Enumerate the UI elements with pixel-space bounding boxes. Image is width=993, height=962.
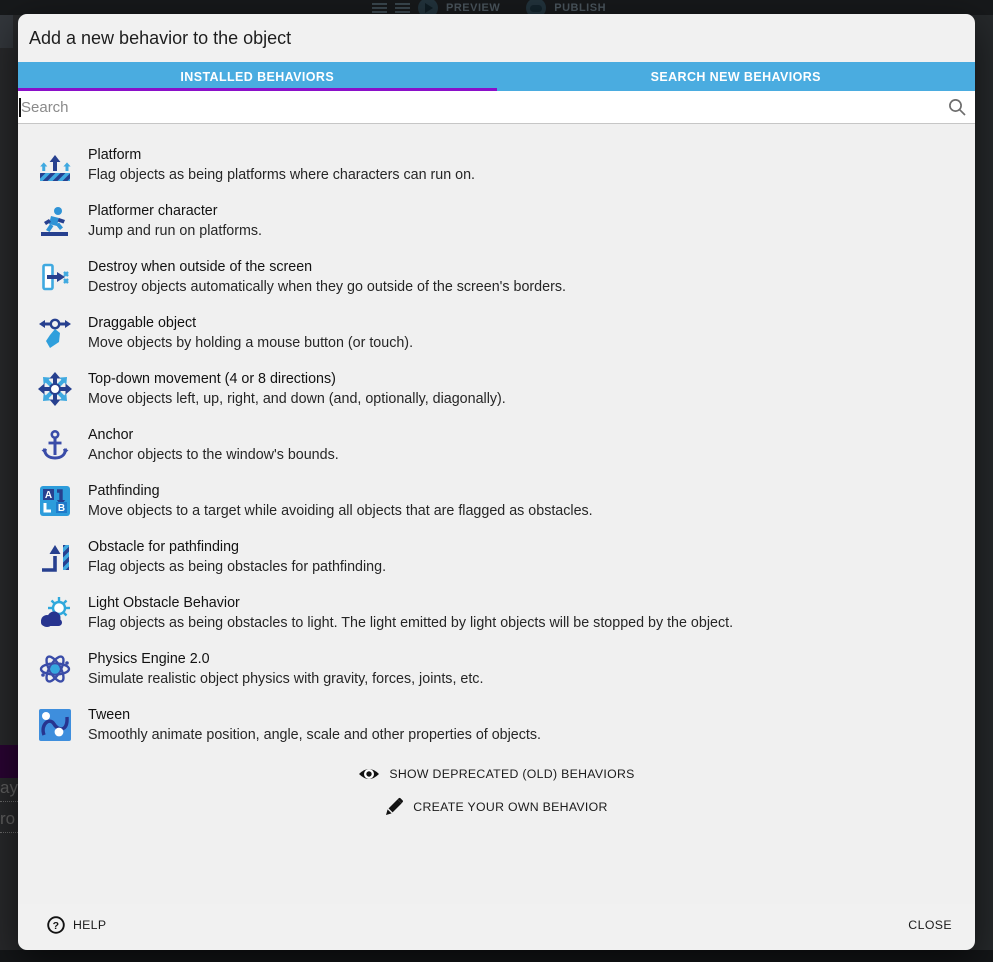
create-behavior-button[interactable] [385, 797, 607, 816]
platformer-character-icon [37, 203, 73, 239]
behavior-row-platform[interactable] [18, 137, 975, 193]
tab-label: SEARCH NEW BEHAVIORS [650, 69, 821, 84]
tab-installed-behaviors[interactable] [18, 62, 497, 91]
eye-icon [358, 766, 380, 782]
platform-icon [37, 147, 73, 183]
behavior-row-pathfinding[interactable] [18, 473, 975, 529]
background-editor-toolbar [0, 0, 993, 15]
behavior-row-platformer-character[interactable] [18, 193, 975, 249]
behavior-row-tween[interactable] [18, 697, 975, 753]
background-panel-block [0, 15, 13, 48]
behavior-name: Platformer character [88, 203, 218, 219]
anchor-icon [37, 427, 73, 463]
behavior-description: Destroy objects automatically when they go outside of the screen's borders. [88, 279, 566, 295]
close-button[interactable]: CLOSE [908, 918, 952, 932]
tab-label: INSTALLED BEHAVIORS [180, 69, 335, 84]
dialog-footer [18, 904, 975, 950]
behavior-row-destroy-outside[interactable] [18, 249, 975, 305]
search-icon [948, 98, 967, 117]
behavior-description: Flag objects as being platforms where characters can run on. [88, 167, 476, 183]
help-button[interactable] [47, 916, 106, 934]
behavior-name: Obstacle for pathfinding [88, 539, 240, 555]
behavior-row-draggable[interactable] [18, 305, 975, 361]
behavior-row-physics[interactable] [18, 641, 975, 697]
behavior-description: Move objects by holding a mouse button (or touch). [88, 335, 414, 351]
background-text-fragment: ro [0, 809, 18, 833]
behavior-row-top-down[interactable] [18, 361, 975, 417]
behavior-name: Platform [88, 147, 142, 163]
behavior-description: Jump and run on platforms. [88, 223, 263, 239]
search-bar [18, 91, 975, 124]
behavior-name: Light Obstacle Behavior [88, 595, 240, 611]
text-caret [19, 98, 21, 117]
behavior-description: Anchor objects to the window's bounds. [88, 447, 339, 463]
create-behavior-label: CREATE YOUR OWN BEHAVIOR [413, 799, 608, 814]
search-input[interactable] [18, 99, 948, 116]
behavior-list [18, 124, 975, 904]
behavior-row-obstacle-pathfinding[interactable] [18, 529, 975, 585]
light-obstacle-icon [37, 595, 73, 631]
behavior-description: Flag objects as being obstacles to light. The light emitted by light objects will be stopped by the object. [88, 615, 734, 631]
behavior-name: Anchor [88, 427, 134, 443]
behavior-description: Move objects left, up, right, and down (and, optionally, diagonally). [88, 391, 506, 407]
preview-play-icon [418, 0, 438, 15]
preview-label: PREVIEW [446, 2, 501, 14]
behavior-name: Pathfinding [88, 483, 160, 499]
background-purple-band [0, 745, 18, 778]
show-deprecated-label: SHOW DEPRECATED (OLD) BEHAVIORS [389, 767, 635, 781]
behavior-description: Move objects to a target while avoiding all objects that are flagged as obstacles. [88, 503, 593, 519]
tab-bar [18, 62, 975, 91]
top-down-movement-icon [37, 371, 73, 407]
events-list-icon [395, 1, 410, 15]
draggable-object-icon [37, 315, 73, 351]
behavior-name: Top-down movement (4 or 8 directions) [88, 371, 336, 387]
background-text-fragment: ay [0, 778, 18, 802]
tween-icon [37, 707, 73, 743]
help-label: HELP [73, 918, 107, 932]
svg-text:?: ? [52, 920, 60, 932]
svg-text:B: B [57, 503, 66, 514]
behavior-name: Draggable object [88, 315, 197, 331]
add-behavior-dialog [18, 14, 975, 950]
dialog-title: Add a new behavior to the object [29, 27, 292, 48]
behavior-name: Destroy when outside of the screen [88, 259, 313, 275]
background-left-panel [0, 15, 18, 950]
svg-text:A: A [44, 489, 53, 501]
pencil-icon [385, 797, 404, 816]
behavior-name: Tween [88, 707, 131, 723]
tab-search-new-behaviors[interactable] [497, 62, 976, 91]
publish-label: PUBLISH [554, 2, 607, 14]
behavior-row-light-obstacle[interactable] [18, 585, 975, 641]
physics-engine-icon [37, 651, 73, 687]
behavior-name: Physics Engine 2.0 [88, 651, 210, 667]
help-icon [47, 916, 65, 934]
scene-list-icon [372, 1, 387, 15]
show-deprecated-button[interactable] [358, 766, 634, 782]
obstacle-pathfinding-icon [37, 539, 73, 575]
destroy-outside-screen-icon [37, 259, 73, 295]
background-bottom-area [0, 950, 993, 962]
extra-actions [18, 766, 975, 816]
pathfinding-icon [37, 483, 73, 519]
behavior-description: Smoothly animate position, angle, scale and other properties of objects. [88, 727, 541, 743]
behavior-description: Flag objects as being obstacles for pathfinding. [88, 559, 387, 575]
publish-cloud-icon [526, 0, 546, 15]
behavior-row-anchor[interactable] [18, 417, 975, 473]
behavior-description: Simulate realistic object physics with gravity, forces, joints, etc. [88, 671, 484, 687]
